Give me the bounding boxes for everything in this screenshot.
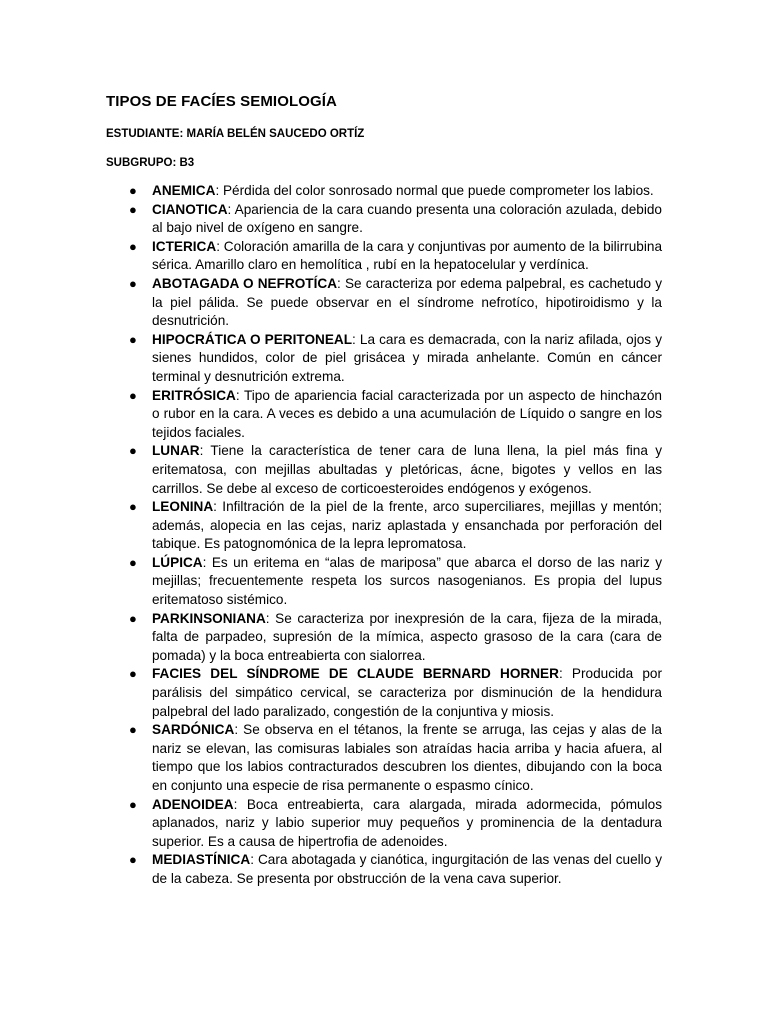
item-term: ANEMICA	[152, 183, 216, 198]
item-description: : Tipo de apariencia facial caracterizada por un aspecto de hinchazón o rubor en la cara. A veces es debido a una acumulación de Líquido o sangre en los tejidos faciales.	[152, 387, 662, 440]
bullet-icon: ●	[129, 852, 137, 868]
bullet-icon: ●	[129, 331, 137, 347]
item-description: : Boca entreabierta, cara alargada, mirada adormecida, pómulos aplanados, nariz y labio superior muy pequeños y prominencia de la dentadura superior. Es a causa de hipertrofia de adenoides.	[152, 796, 662, 849]
bullet-icon: ●	[129, 238, 137, 254]
item-term: ERITRÓSICA	[152, 387, 236, 403]
list-item	[106, 721, 662, 795]
item-term: ABOTAGADA O NEFROTÍCA	[152, 275, 338, 291]
list-item	[106, 238, 662, 275]
bullet-icon: ●	[129, 499, 137, 515]
item-term: PARKINSONIANA	[152, 610, 266, 626]
list-item	[106, 554, 662, 610]
item-term: LUNAR	[152, 443, 200, 459]
item-description: : Producida por parálisis del simpático cervical, se caracteriza por disminución de la hendidura palpebral del lado paralizado, congestión de la conjuntiva y miosis.	[152, 666, 662, 719]
item-term: ADENOIDEA	[152, 796, 234, 812]
item-term: MEDIASTÍNICA	[152, 852, 251, 868]
bullet-icon: ●	[129, 183, 137, 198]
item-description: : Se caracteriza por edema palpebral, es cachetudo y la piel pálida. Se puede observar en el síndrome nefrotíco, hipotiroidismo y la desnutrición.	[152, 275, 662, 329]
item-term: CIANOTICA	[152, 201, 228, 217]
list-item	[106, 796, 662, 852]
item-description: : Cara abotagada y cianótica, ingurgitación de las venas del cuello y de la cabeza. Se presenta por obstrucción de la vena cava superior.	[152, 852, 662, 886]
item-description: : Es un eritema en “alas de mariposa” que abarca el dorso de las nariz y mejillas; frecuentemente respeta los surcos nasogenianos. Es propia del lupus eritematoso sistémico.	[152, 554, 662, 608]
facies-list	[106, 182, 662, 889]
list-item	[106, 610, 662, 666]
list-item	[106, 182, 662, 201]
student-name: ESTUDIANTE: MARÍA BELÉN SAUCEDO ORTÍZ	[106, 128, 365, 140]
item-term: HIPOCRÁTICA O PERITONEAL	[152, 331, 353, 347]
list-item	[106, 665, 662, 721]
list-item	[106, 387, 662, 443]
list-item	[106, 498, 662, 554]
item-term: FACIES DEL SÍNDROME DE CLAUDE BERNARD HORNER	[152, 666, 559, 682]
list-item	[106, 442, 662, 498]
bullet-icon: ●	[129, 796, 137, 812]
item-description: : Se observa en el tétanos, la frente se arruga, las cejas y alas de la nariz se elevan, las comisuras labiales son atraídas hacia arriba y hacia afuera, al tiempo que los labios contracturados descubren los dientes, dibujando con la boca en conjunto una especie de risa permanente o espasmo cínico.	[152, 722, 662, 793]
list-item	[106, 275, 662, 331]
item-term: ICTERICA	[152, 238, 217, 254]
list-item	[106, 331, 662, 387]
item-description: : Apariencia de la cara cuando presenta una coloración azulada, debido al bajo nivel de oxígeno en sangre.	[152, 201, 662, 236]
item-term: SARDÓNICA	[152, 722, 235, 738]
bullet-icon: ●	[129, 554, 137, 570]
item-description: : Pérdida del color sonrosado normal que puede comprometer los labios.	[215, 183, 654, 198]
subgroup-label: SUBGRUPO: B3	[106, 157, 195, 169]
bullet-icon: ●	[129, 275, 137, 291]
item-term: LÚPICA	[152, 554, 203, 570]
bullet-icon: ●	[129, 201, 137, 217]
list-item	[106, 851, 662, 888]
item-term: LEONINA	[152, 499, 214, 515]
bullet-icon: ●	[129, 722, 137, 738]
item-description: : La cara es demacrada, con la nariz afilada, ojos y sienes hundidos, color de piel grisácea y mirada anhelante. Común en cáncer terminal y desnutrición extrema.	[152, 331, 662, 384]
item-description: : Tiene la característica de tener cara de luna llena, la piel más fina y eritematosa, con mejillas abultadas y pletóricas, ácne, bigotes y vellos en las carrillos. Se debe al exceso de corticoesteroides endógenos y exógenos.	[152, 443, 662, 496]
item-description: : Se caracteriza por inexpresión de la cara, fijeza de la mirada, falta de parpadeo, supresión de la mímica, aspecto grasoso de la cara (cara de pomada) y la boca entreabierta con sialorrea.	[152, 610, 662, 663]
list-item	[106, 201, 662, 238]
item-description: : Coloración amarilla de la cara y conjuntivas por aumento de la bilirrubina sérica. Amarillo claro en hemolítica , rubí en la hepatocelular y verdínica.	[152, 238, 663, 273]
document-title: TIPOS DE FACÍES SEMIOLOGÍA	[106, 93, 337, 110]
bullet-icon: ●	[129, 666, 137, 682]
bullet-icon: ●	[129, 387, 137, 403]
bullet-icon: ●	[129, 443, 137, 459]
bullet-icon: ●	[129, 610, 137, 626]
item-description: : Infiltración de la piel de la frente, arco superciliares, mejillas y mentón; además, alopecia en las cejas, nariz aplastada y ensanchada por perforación del tabique. Es patognomónica de la lepra lepromatosa.	[152, 499, 662, 552]
